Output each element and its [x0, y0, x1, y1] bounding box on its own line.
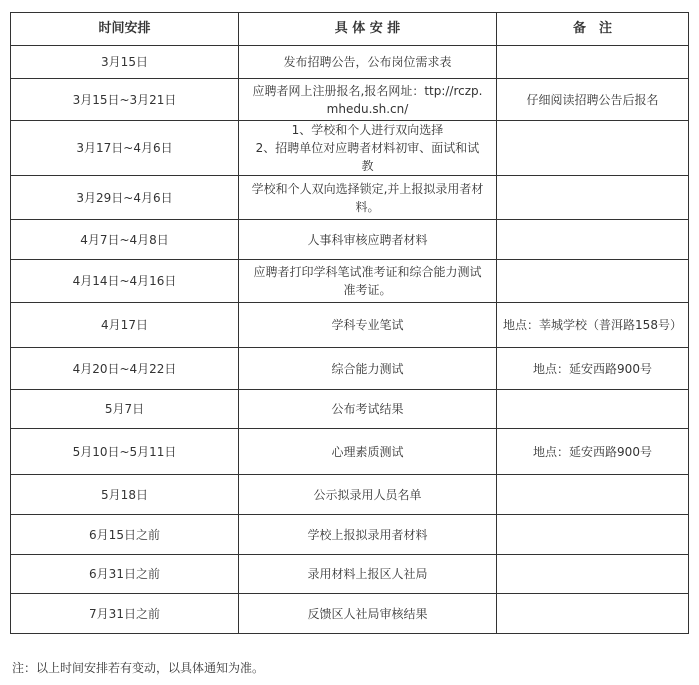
plan-line: 学科专业笔试: [331, 318, 404, 332]
cell-plan: [239, 348, 497, 390]
cell-time: 5月18日: [11, 475, 239, 515]
cell-time: 4月20日~4月22日: [11, 348, 239, 390]
table-row: [11, 176, 689, 220]
cell-remark: [497, 390, 689, 429]
cell-plan: [239, 260, 497, 303]
header-time: 时间安排: [11, 13, 239, 46]
plan-line: 录用材料上报区人社局: [307, 567, 428, 581]
cell-time: 4月7日~4月8日: [11, 220, 239, 260]
cell-plan: [239, 46, 497, 79]
cell-plan: [239, 594, 497, 634]
table-row: [11, 348, 689, 390]
cell-plan: [239, 79, 497, 121]
header-plan: 具 体 安 排: [239, 13, 497, 46]
table-row: [11, 429, 689, 475]
cell-remark: [497, 121, 689, 176]
cell-plan: [239, 475, 497, 515]
cell-time: 4月14日~4月16日: [11, 260, 239, 303]
plan-line: 教: [361, 159, 374, 173]
cell-plan: [239, 515, 497, 555]
cell-time: 6月31日之前: [11, 555, 239, 594]
cell-remark: [497, 220, 689, 260]
table-row: [11, 555, 689, 594]
cell-time: 6月15日之前: [11, 515, 239, 555]
plan-line: mhedu.sh.cn/: [326, 101, 409, 116]
cell-remark: [497, 260, 689, 303]
cell-time: 3月29日~4月6日: [11, 176, 239, 220]
plan-line: 2、招聘单位对应聘者材料初审、面试和试: [255, 141, 480, 155]
plan-line: 反馈区人社局审核结果: [307, 606, 428, 621]
plan-line: 应聘者网上注册报名,报名网址：ttp://rczp.: [252, 83, 483, 98]
plan-line: 人事科审核应聘者材料: [307, 232, 428, 247]
table-header-row: [11, 13, 689, 46]
cell-remark: [497, 46, 689, 79]
cell-plan: [239, 390, 497, 429]
plan-line: 心理素质测试: [331, 444, 404, 459]
plan-line: 准考证。: [343, 283, 392, 297]
cell-plan: [239, 176, 497, 220]
cell-remark: [497, 594, 689, 634]
plan-line: 学校和个人双向选择锁定,并上报拟录用者材: [251, 181, 484, 196]
header-remark: 备 注: [497, 13, 689, 46]
table-row: [11, 79, 689, 121]
cell-plan: [239, 429, 497, 475]
cell-remark: 地点：延安西路900号: [497, 348, 689, 390]
cell-remark: [497, 555, 689, 594]
cell-remark: 仔细阅读招聘公告后报名: [497, 79, 689, 121]
table-row: [11, 303, 689, 348]
cell-time: 5月7日: [11, 390, 239, 429]
schedule-table: [10, 12, 689, 634]
table-row: [11, 121, 689, 176]
cell-plan: [239, 121, 497, 176]
table-row: [11, 594, 689, 634]
cell-plan: [239, 220, 497, 260]
cell-time: 3月15日~3月21日: [11, 79, 239, 121]
cell-remark: [497, 176, 689, 220]
plan-line: 学校上报拟录用者材料: [307, 527, 428, 542]
table-row: [11, 220, 689, 260]
cell-remark: [497, 475, 689, 515]
cell-remark: 地点：延安西路900号: [497, 429, 689, 475]
table-row: [11, 475, 689, 515]
plan-line: 发布招聘公告，公布岗位需求表: [283, 55, 452, 69]
cell-time: 7月31日之前: [11, 594, 239, 634]
plan-line: 料。: [355, 199, 380, 214]
table-row: [11, 515, 689, 555]
plan-line: 1、学校和个人进行双向选择: [291, 123, 444, 137]
cell-remark: [497, 515, 689, 555]
footnote: 注：以上时间安排若有变动，以具体通知为准。: [12, 661, 265, 675]
plan-line: 应聘者打印学科笔试准考证和综合能力测试: [253, 265, 482, 279]
plan-line: 综合能力测试: [331, 361, 404, 376]
cell-remark: 地点：莘城学校（普洱路158号）: [497, 303, 689, 348]
cell-time: 3月15日: [11, 46, 239, 79]
table-row: [11, 46, 689, 79]
plan-line: 公布考试结果: [331, 402, 404, 416]
cell-time: 4月17日: [11, 303, 239, 348]
cell-plan: [239, 303, 497, 348]
table-row: [11, 260, 689, 303]
cell-time: 3月17日~4月6日: [11, 121, 239, 176]
cell-plan: [239, 555, 497, 594]
cell-time: 5月10日~5月11日: [11, 429, 239, 475]
table-row: [11, 390, 689, 429]
plan-line: 公示拟录用人员名单: [313, 487, 422, 502]
